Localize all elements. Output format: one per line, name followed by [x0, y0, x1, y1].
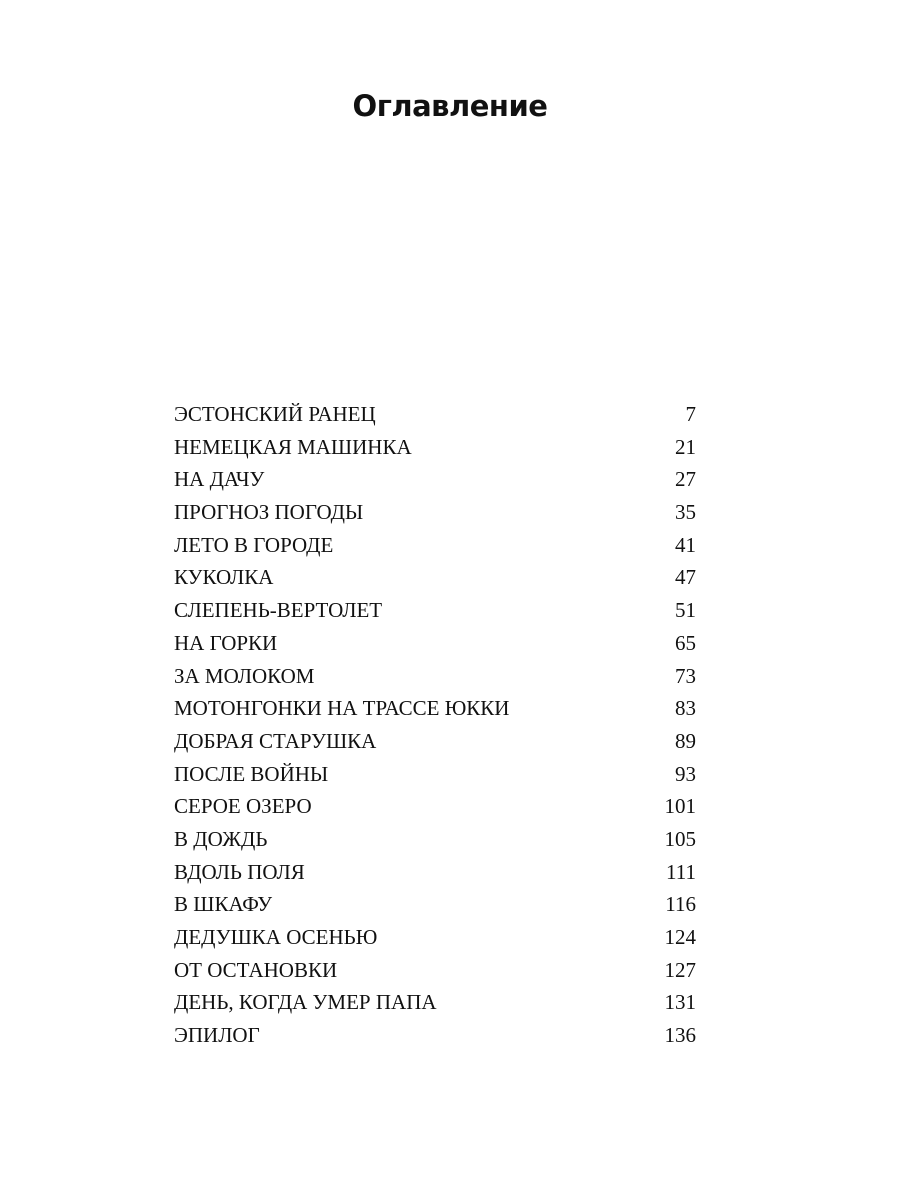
dot-leader	[385, 937, 656, 938]
toc-entry-page-number: 35	[675, 500, 696, 525]
toc-entry-title: ДОБРАЯ СТАРУШКА	[174, 728, 377, 753]
dot-leader	[517, 708, 664, 709]
dot-leader	[285, 643, 664, 644]
toc-entry-page-number: 131	[664, 990, 696, 1015]
toc-entry	[174, 398, 696, 431]
toc-entry-page-number: 21	[675, 434, 696, 459]
toc-entry	[174, 529, 696, 562]
toc-entry-title: ПРОГНОЗ ПОГОДЫ	[174, 500, 364, 525]
toc-entry-page-number: 124	[664, 925, 696, 949]
dot-leader	[268, 1035, 657, 1036]
toc-entry-title: НЕМЕЦКАЯ МАШИНКА	[174, 434, 412, 459]
toc-entry-page-number: 89	[675, 728, 696, 753]
toc-entry	[174, 463, 696, 496]
dot-leader	[280, 904, 657, 905]
toc-entry-title: ВДОЛЬ ПОЛЯ	[174, 859, 305, 884]
toc-entry-page-number: 83	[675, 696, 696, 721]
dot-leader	[320, 806, 657, 807]
toc-entry-title: КУКОЛКА	[174, 565, 274, 590]
toc-entry	[174, 431, 696, 464]
toc-entry-title: ПОСЛЕ ВОЙНЫ	[174, 761, 329, 786]
toc-entry	[174, 954, 696, 987]
toc-entry-page-number: 105	[664, 826, 696, 851]
toc-entry-page-number: 116	[665, 892, 696, 917]
toc-entry-title: ДЕНЬ, КОГДА УМЕР ПАПА	[174, 990, 437, 1015]
toc-entry	[174, 692, 696, 725]
toc-entry-page-number: 101	[664, 794, 696, 819]
toc-entry-title: НА ДАЧУ	[174, 467, 265, 492]
toc-entry	[174, 856, 696, 889]
toc-entry-page-number: 51	[675, 598, 696, 623]
dot-leader	[275, 839, 656, 840]
toc-entry	[174, 986, 696, 1019]
toc-entry	[174, 496, 696, 529]
page-title: Оглавление	[352, 89, 548, 123]
toc-entry-title: ЭСТОНСКИЙ РАНЕЦ	[174, 402, 376, 426]
toc-entry-title: В ШКАФУ	[174, 892, 273, 917]
dot-leader	[384, 741, 664, 742]
toc-entry	[174, 921, 696, 954]
toc-entry-page-number: 7	[685, 402, 696, 426]
toc-entry	[174, 823, 696, 856]
toc-entry-title: СЛЕПЕНЬ-ВЕРТОЛЕТ	[174, 598, 383, 623]
dot-leader	[281, 577, 664, 578]
dot-leader	[336, 773, 664, 774]
dot-leader	[345, 970, 656, 971]
toc-entry	[174, 758, 696, 791]
toc-entry	[174, 561, 696, 594]
toc-entry	[174, 627, 696, 660]
toc-entry-page-number: 93	[675, 761, 696, 786]
toc-entry-page-number: 127	[664, 957, 696, 982]
dot-leader	[390, 610, 664, 611]
toc-entry-page-number: 27	[675, 467, 696, 492]
toc-entry	[174, 725, 696, 758]
toc-entry-page-number: 41	[675, 532, 696, 557]
dot-leader	[322, 675, 664, 676]
toc-entry	[174, 660, 696, 693]
toc-entry-title: ДЕДУШКА ОСЕНЬЮ	[174, 925, 378, 949]
dot-leader	[313, 871, 658, 872]
toc-entry-page-number: 47	[675, 565, 696, 590]
toc-entry-page-number: 136	[664, 1023, 696, 1048]
toc-entry-title: МОТОНГОНКИ НА ТРАССЕ ЮККИ	[174, 696, 510, 721]
dot-leader	[445, 1002, 657, 1003]
dot-leader	[341, 545, 664, 546]
toc-entry-page-number: 111	[666, 859, 696, 884]
table-of-contents	[174, 398, 696, 1052]
toc-entry	[174, 790, 696, 823]
toc-entry-page-number: 65	[675, 630, 696, 655]
toc-entry-title: ЭПИЛОГ	[174, 1023, 260, 1048]
toc-entry-title: В ДОЖДЬ	[174, 826, 268, 851]
toc-entry-title: НА ГОРКИ	[174, 630, 278, 655]
toc-entry	[174, 594, 696, 627]
toc-entry-title: ЗА МОЛОКОМ	[174, 663, 315, 688]
toc-entry-title: СЕРОЕ ОЗЕРО	[174, 794, 312, 819]
dot-leader	[272, 479, 664, 480]
toc-entry	[174, 888, 696, 921]
toc-entry	[174, 1019, 696, 1052]
toc-entry-title: ЛЕТО В ГОРОДЕ	[174, 532, 334, 557]
dot-leader	[371, 512, 664, 513]
toc-entry-title: ОТ ОСТАНОВКИ	[174, 957, 338, 982]
toc-entry-page-number: 73	[675, 663, 696, 688]
dot-leader	[384, 414, 664, 415]
dot-leader	[420, 447, 664, 448]
